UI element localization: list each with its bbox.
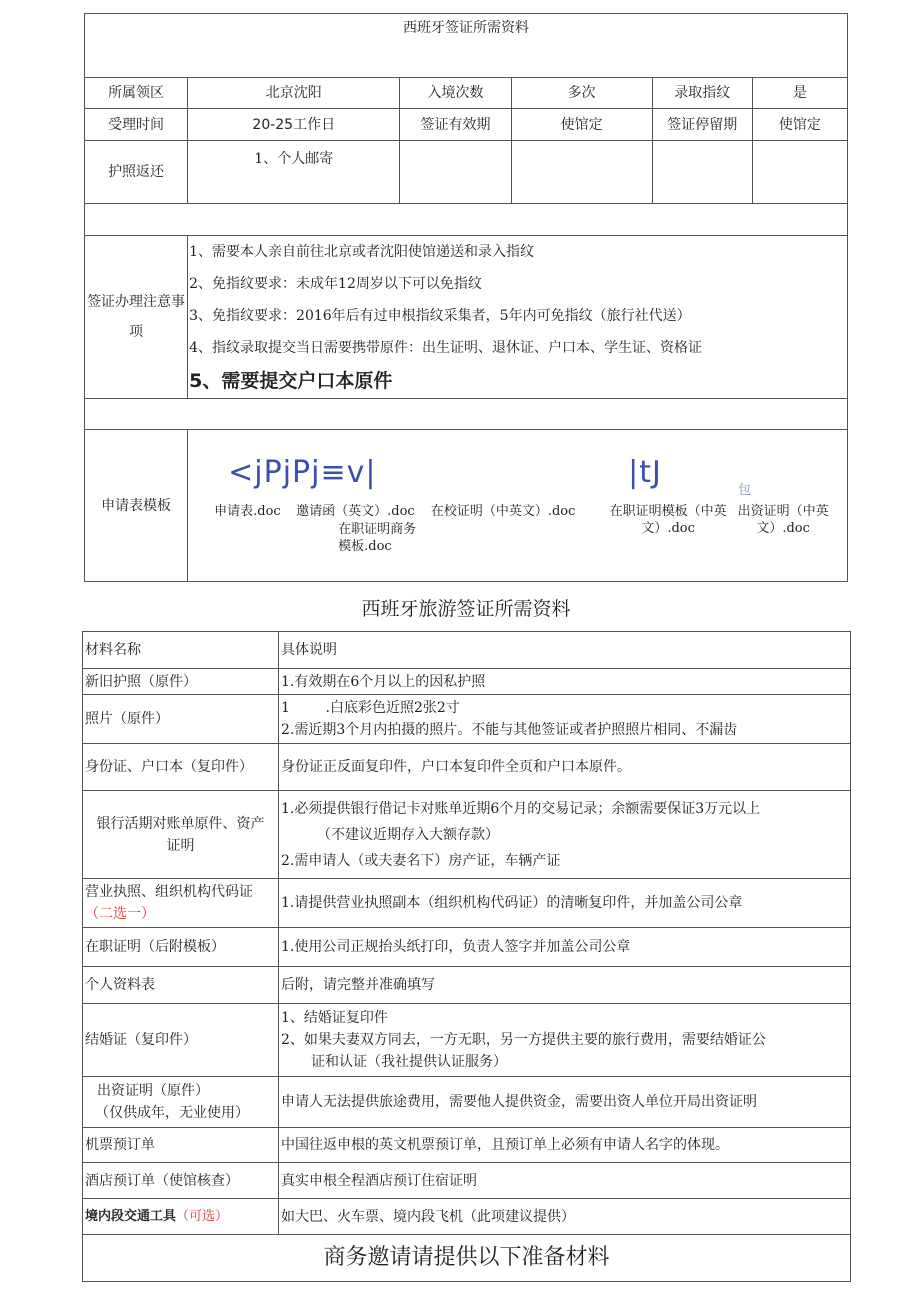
template-cell [188, 430, 848, 582]
material-desc: 如大巴、火车票、境内段飞机（此项建议提供） [279, 1199, 851, 1235]
template-file-link[interactable]: 邀请函（英文）.doc [296, 503, 415, 519]
desc-line: 2.需近期3个月内拍摄的照片。不能与其他签证或者护照照片相同、不漏齿 [281, 722, 738, 738]
desc-line: 1 .白底彩色近照2张2寸 [281, 700, 460, 716]
material-name [83, 1077, 279, 1128]
fingerprint-value: 是 [752, 78, 847, 109]
material-name [83, 879, 279, 928]
material-name: 机票预订单 [83, 1128, 279, 1163]
name-line: 银行活期对账单原件、资产 [96, 815, 265, 832]
material-name: 酒店预订单（使馆核查） [83, 1163, 279, 1199]
material-desc: 中国往返申根的英文机票预订单，且预订单上必须有申请人名字的体现。 [279, 1128, 851, 1163]
template-file-link[interactable]: 出资证明（中英文）.doc [737, 503, 829, 536]
material-desc [279, 1004, 851, 1077]
optional-note: （可选） [176, 1208, 229, 1224]
empty-cell [511, 141, 652, 204]
material-desc: 1.请提供营业执照副本（组织机构代码证）的清晰复印件，并加盖公司公章 [279, 879, 851, 928]
empty-cell [652, 141, 752, 204]
validity-label: 签证有效期 [400, 109, 511, 141]
template-file-link[interactable]: 在职证明商务模板.doc [338, 521, 417, 554]
consulate-label: 所属领区 [85, 78, 188, 109]
template-label: 申请表模板 [85, 430, 188, 582]
entries-value: 多次 [511, 78, 652, 109]
note-item: 4、指纹录取提交当日需要携带原件：出生证明、退休证、户口本、学生证、资格证 [189, 340, 703, 356]
material-desc: 身份证正反面复印件，户口本复印件全页和户口本原件。 [279, 744, 851, 791]
visa-title: 西班牙签证所需资料 [85, 14, 848, 78]
material-desc: 1.有效期在6个月以上的因私护照 [279, 669, 851, 695]
material-desc: 申请人无法提供旅途费用，需要他人提供资金，需要出资人单位开局出资证明 [279, 1077, 851, 1128]
material-name: 新旧护照（原件） [83, 669, 279, 695]
material-desc [279, 695, 851, 744]
passport-return-label: 护照返还 [85, 141, 188, 204]
passport-return-value: 1、个人邮寄 [188, 141, 400, 204]
stay-label: 签证停留期 [652, 109, 752, 141]
visa-info-table [84, 13, 848, 582]
either-one-note: （二选一） [85, 906, 155, 922]
material-desc [279, 791, 851, 879]
template-file-link[interactable]: 在校证明（中英文）.doc [430, 503, 576, 519]
note-item: 2、免指纹要求：未成年12周岁以下可以免指纹 [189, 276, 482, 292]
spacer-row [85, 399, 848, 430]
notes-label: 签证办理注意事项 [85, 236, 188, 399]
desc-line: 证和认证（我社提供认证服务） [311, 1054, 507, 1070]
name-line: 境内段交通工具 [85, 1208, 177, 1224]
tour-title: 西班牙旅游签证所需资料 [361, 598, 571, 620]
name-line: 出资证明（原件） [97, 1083, 209, 1099]
fingerprint-label: 录取指纹 [652, 78, 752, 109]
empty-cell [400, 141, 511, 204]
template-file-link[interactable]: 在职证明模板（中英文）.doc [609, 503, 727, 536]
name-line: 营业执照、组织机构代码证 [85, 884, 253, 900]
template-preview-icon: |tJ [628, 454, 662, 490]
note-item: 1、需要本人亲自前往北京或者沈阳使馆递送和录入指纹 [189, 244, 535, 260]
name-line: 证明 [166, 837, 195, 854]
material-name: 结婚证（复印件） [83, 1004, 279, 1077]
header-name: 材料名称 [83, 632, 279, 669]
note-item: 5、需要提交户口本原件 [189, 370, 393, 392]
business-section-title: 商务邀请请提供以下准备材料 [83, 1235, 851, 1282]
entries-label: 入境次数 [400, 78, 511, 109]
name-line: （仅供成年，无业使用） [95, 1105, 249, 1121]
material-desc: 1.使用公司正规抬头纸打印，负责人签字并加盖公司公章 [279, 928, 851, 967]
package-icon: 包 [738, 482, 752, 498]
spacer-row [85, 204, 848, 236]
desc-line: 1、结婚证复印件 [281, 1010, 388, 1026]
desc-line: 1.必须提供银行借记卡对账单近期6个月的交易记录；余额需要保证3万元以上 [281, 800, 761, 817]
desc-line: 2.需申请人（或夫妻名下）房产证，车辆产证 [281, 852, 561, 869]
empty-cell [752, 141, 847, 204]
stay-value: 使馆定 [752, 109, 847, 141]
material-name: 照片（原件） [83, 695, 279, 744]
template-file-link[interactable]: 申请表.doc [214, 503, 281, 519]
material-name: 个人资料表 [83, 967, 279, 1004]
desc-line: 2、如果夫妻双方同去，一方无职，另一方提供主要的旅行费用，需要结婚证公 [281, 1032, 766, 1048]
material-desc: 真实申根全程酒店预订住宿证明 [279, 1163, 851, 1199]
template-preview-icon: <jPjPj≡v| [228, 454, 377, 490]
consulate-value: 北京沈阳 [188, 78, 400, 109]
material-name: 在职证明（后附模板） [83, 928, 279, 967]
tour-materials-table [82, 631, 851, 1282]
note-item: 3、免指纹要求：2016年后有过申根指纹采集者，5年内可免指纹（旅行社代送） [189, 308, 691, 324]
material-name [83, 791, 279, 879]
material-name [83, 1199, 279, 1235]
header-desc: 具体说明 [279, 632, 851, 669]
material-desc: 后附，请完整并准确填写 [279, 967, 851, 1004]
processing-time-value: 20-25工作日 [188, 109, 400, 141]
processing-time-label: 受理时间 [85, 109, 188, 141]
material-name: 身份证、户口本（复印件） [83, 744, 279, 791]
notes-cell [188, 236, 848, 399]
desc-line: （不建议近期存入大额存款） [317, 826, 499, 843]
validity-value: 使馆定 [511, 109, 652, 141]
